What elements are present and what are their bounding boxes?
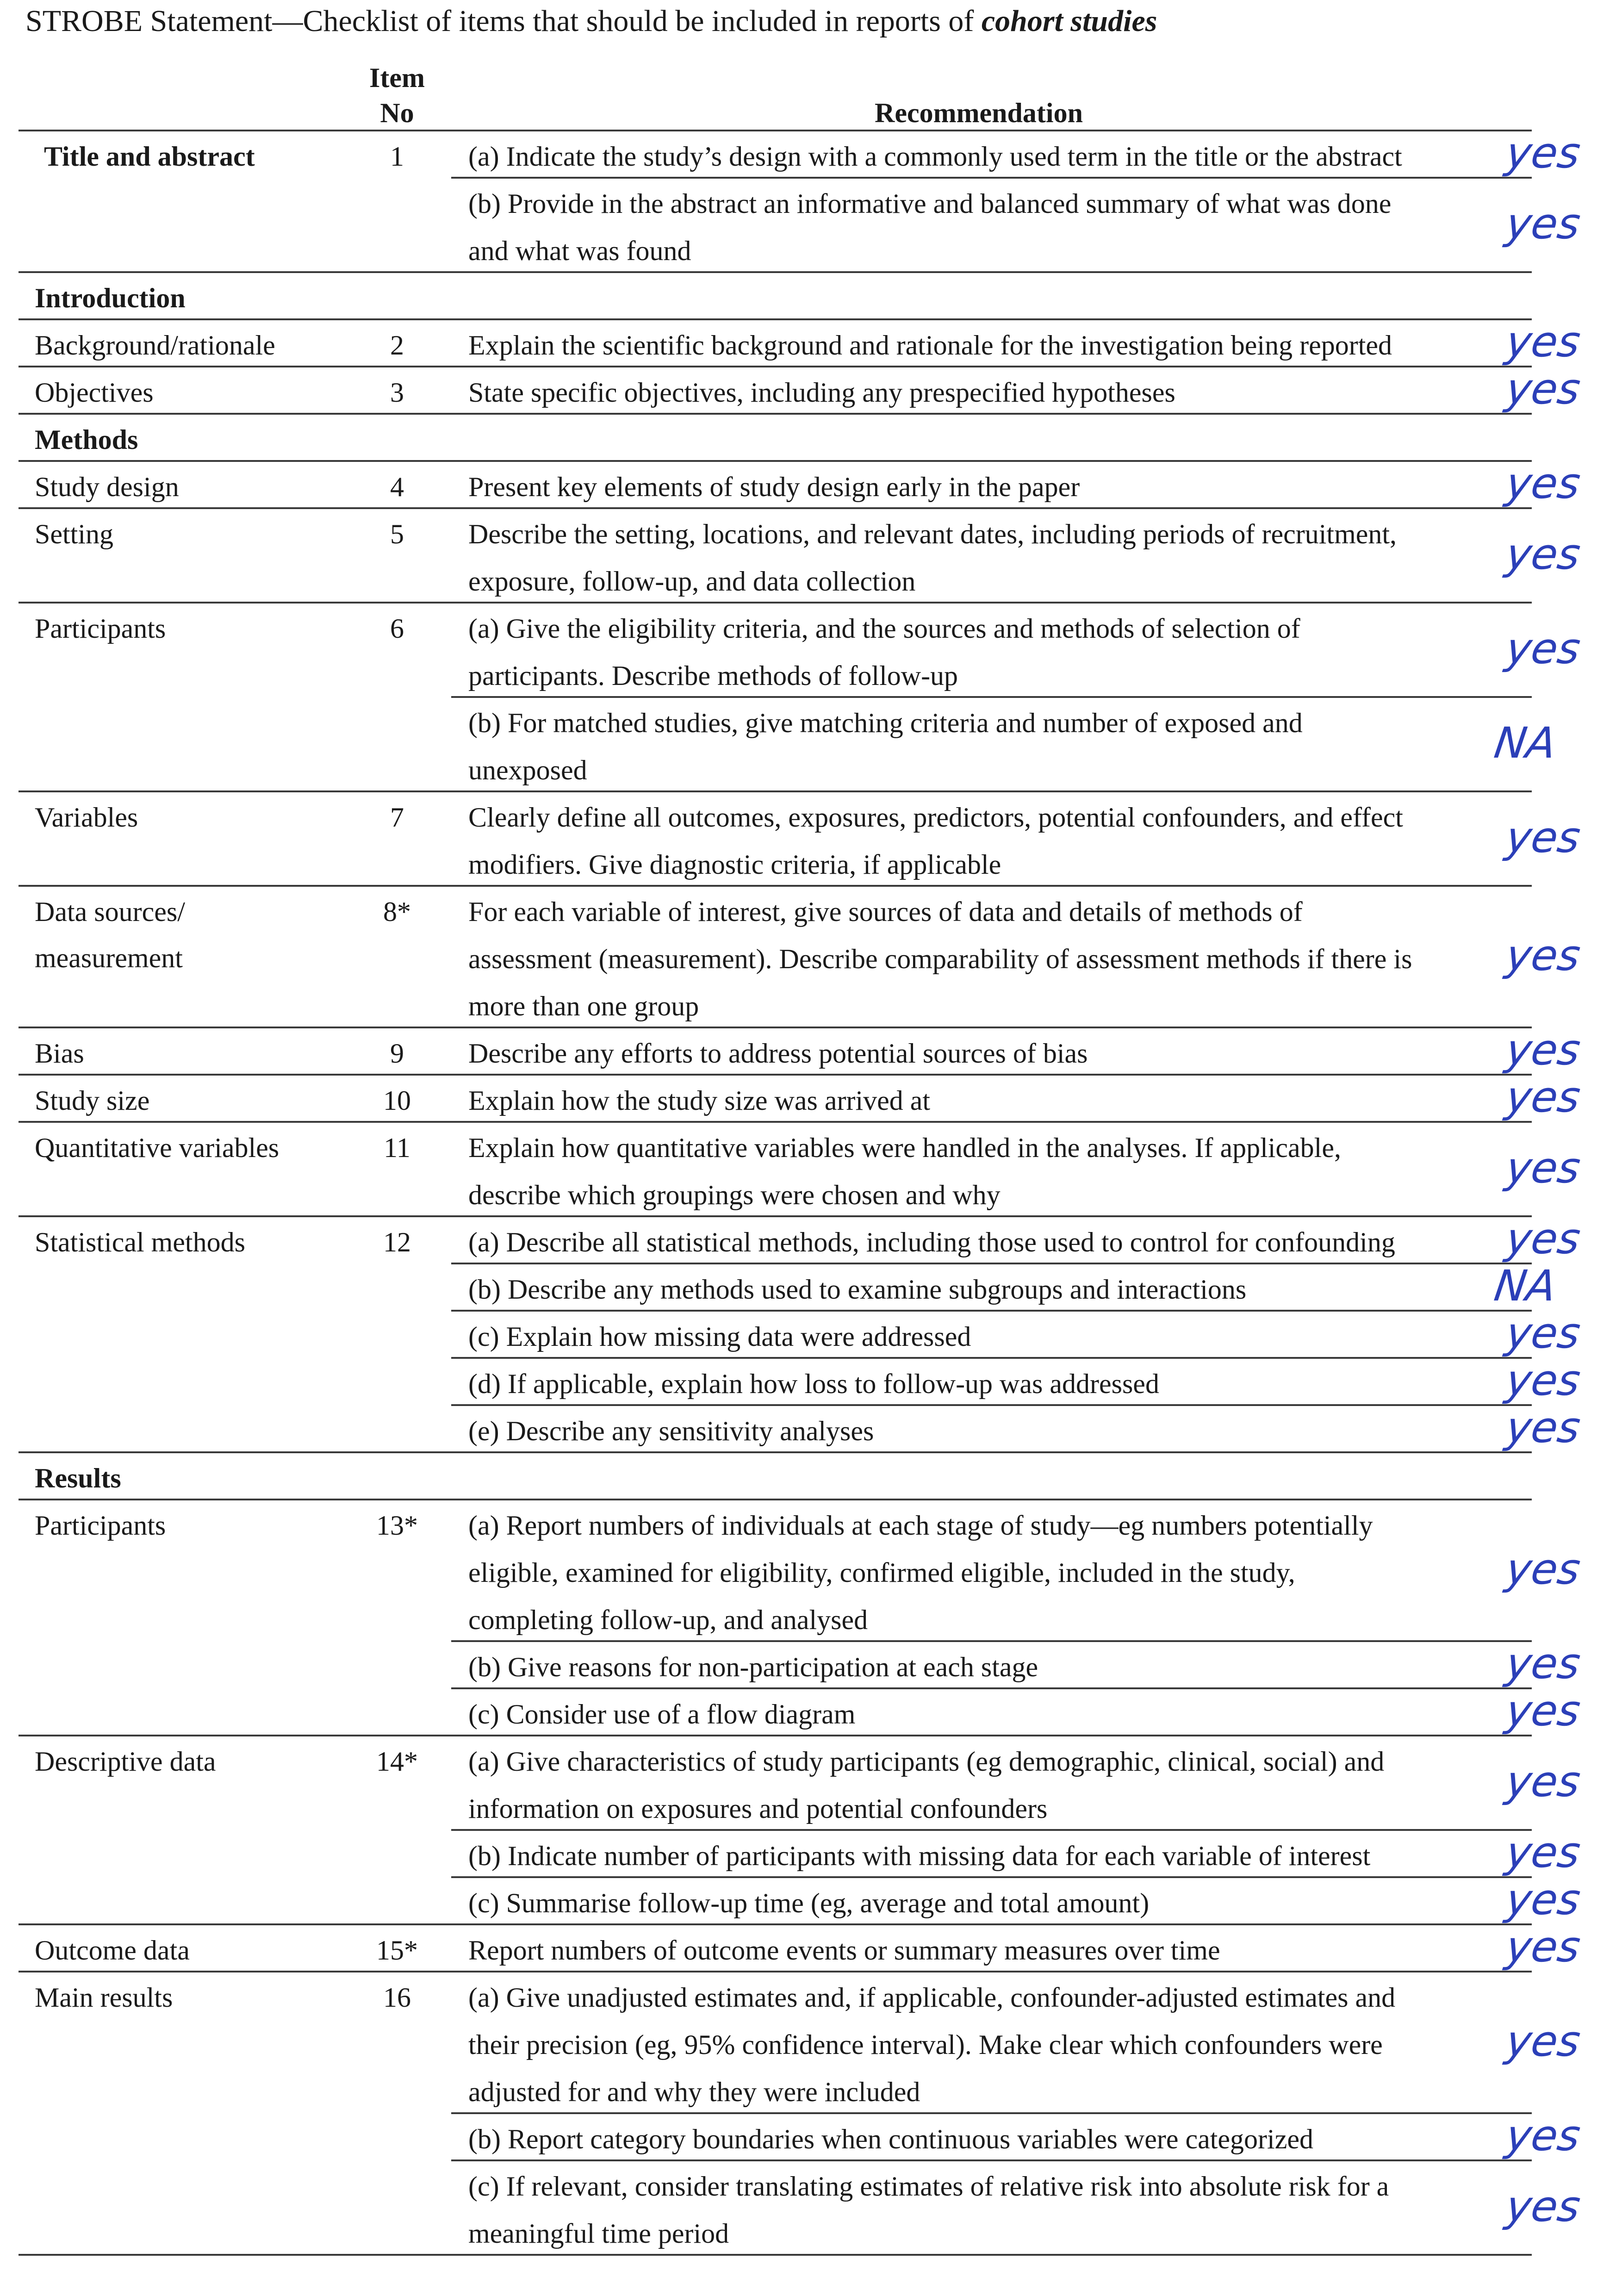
item-label: Bias (35, 1038, 84, 1069)
recommendation-text: Describe any efforts to address potential sources of bias (468, 1038, 1088, 1069)
handwritten-answer: yes (1503, 317, 1584, 367)
handwritten-answer: yes (1503, 2182, 1584, 2231)
recommendation-text: (c) If relevant, consider translating estimates of relative risk into absolute risk for a (468, 2171, 1389, 2202)
handwritten-answer: yes (1503, 1356, 1584, 1405)
item-number: 5 (390, 519, 404, 549)
recommendation-text: (c) Summarise follow-up time (eg, average and total amount) (468, 1888, 1150, 1918)
row-divider (19, 1215, 1532, 1217)
recommendation-text: (b) Give reasons for non-participation at each stage (468, 1652, 1038, 1682)
handwritten-answer: yes (1503, 1828, 1584, 1877)
row-divider (19, 1923, 1532, 1925)
item-label: Setting (35, 519, 114, 549)
recommendation-text: (a) Indicate the study’s design with a commonly used term in the title or the abstract (468, 141, 1402, 172)
recommendation-text: (a) Give unadjusted estimates and, if applicable, confounder-adjusted estimates and (468, 1982, 1396, 2013)
row-divider (19, 413, 1532, 415)
subitem-divider (451, 1640, 1532, 1642)
item-number: 4 (390, 472, 404, 502)
recommendation-text: (a) Describe all statistical methods, including those used to control for confounding (468, 1227, 1395, 1257)
title-emphasis: cohort studies (981, 4, 1157, 38)
handwritten-answer: yes (1503, 1922, 1584, 1972)
handwritten-answer: yes (1503, 931, 1584, 980)
item-number: 7 (390, 802, 404, 833)
item-label: Statistical methods (35, 1227, 245, 1257)
recommendation-text: State specific objectives, including any prespecified hypotheses (468, 377, 1175, 408)
handwritten-answer: yes (1503, 1143, 1584, 1193)
recommendation-text: and what was found (468, 236, 691, 266)
handwritten-answer: yes (1503, 459, 1584, 508)
recommendation-text: describe which groupings were chosen and why (468, 1180, 1001, 1210)
row-divider (19, 1971, 1532, 1972)
item-label: Outcome data (35, 1935, 190, 1966)
title-text: STROBE Statement—Checklist of items that should be included in reports of (25, 4, 982, 38)
handwritten-answer: yes (1503, 2016, 1584, 2066)
row-divider (19, 1121, 1532, 1123)
row-divider (19, 602, 1532, 604)
row-divider (19, 366, 1532, 367)
subitem-divider (451, 177, 1532, 179)
handwritten-answer: yes (1503, 199, 1584, 249)
item-number: 3 (390, 377, 404, 408)
item-label: Participants (35, 613, 166, 644)
subitem-divider (451, 2159, 1532, 2161)
recommendation-text: Explain how quantitative variables were handled in the analyses. If applicable, (468, 1132, 1341, 1163)
row-divider (19, 1027, 1532, 1028)
handwritten-answer: yes (1503, 364, 1584, 414)
item-number: 1 (390, 141, 404, 172)
handwritten-answer: yes (1503, 529, 1584, 579)
item-label: Main results (35, 1982, 173, 2013)
row-divider (19, 790, 1532, 792)
recommendation-text: (b) Indicate number of participants with missing data for each variable of interest (468, 1841, 1371, 1871)
recommendation-header: Recommendation (875, 98, 1083, 128)
handwritten-answer: NA (1491, 1261, 1560, 1311)
recommendation-text: (b) Report category boundaries when continuous variables were categorized (468, 2124, 1313, 2154)
recommendation-text: their precision (eg, 95% confidence interval). Make clear which confounders were (468, 2029, 1383, 2060)
recommendation-text: (b) Provide in the abstract an informative and balanced summary of what was done (468, 188, 1392, 219)
handwritten-answer: yes (1503, 624, 1584, 673)
item-number: 16 (383, 1982, 411, 2013)
item-number: 11 (384, 1132, 410, 1163)
recommendation-text: meaningful time period (468, 2218, 729, 2249)
item-label: Objectives (35, 377, 154, 408)
row-divider (19, 1499, 1532, 1500)
subitem-divider (451, 1687, 1532, 1689)
handwritten-answer: yes (1503, 1403, 1584, 1452)
recommendation-text: Present key elements of study design early in the paper (468, 472, 1080, 502)
recommendation-text: Clearly define all outcomes, exposures, predictors, potential confounders, and effect (468, 802, 1403, 833)
item-label: Variables (35, 802, 138, 833)
recommendation-text: modifiers. Give diagnostic criteria, if applicable (468, 849, 1001, 880)
recommendation-text: exposure, follow-up, and data collection (468, 566, 916, 597)
recommendation-text: (c) Explain how missing data were addressed (468, 1321, 971, 1352)
item-label: Title and abstract (44, 141, 255, 172)
recommendation-text: Explain how the study size was arrived at (468, 1085, 931, 1116)
item-number: 13* (376, 1510, 418, 1541)
row-divider (19, 1451, 1532, 1453)
item-label: Study size (35, 1085, 150, 1116)
recommendation-text: adjusted for and why they were included (468, 2077, 920, 2107)
recommendation-text: information on exposures and potential confounders (468, 1793, 1048, 1824)
recommendation-text: (c) Consider use of a flow diagram (468, 1699, 856, 1730)
row-divider (19, 318, 1532, 320)
item-number: 8* (383, 896, 411, 927)
item-label: Study design (35, 472, 179, 502)
recommendation-text: For each variable of interest, give sources of data and details of methods of (468, 896, 1303, 927)
item-number: 10 (383, 1085, 411, 1116)
item-label: Quantitative variables (35, 1132, 280, 1163)
row-divider (19, 1735, 1532, 1736)
recommendation-text: participants. Describe methods of follow-up (468, 660, 958, 691)
row-divider (19, 271, 1532, 273)
header-rule (19, 130, 1532, 131)
recommendation-text: (a) Give characteristics of study participants (eg demographic, clinical, social) and (468, 1746, 1385, 1777)
recommendation-text: (a) Report numbers of individuals at each stage of study—eg numbers potentially (468, 1510, 1373, 1541)
handwritten-answer: NA (1491, 718, 1560, 768)
subitem-divider (451, 1404, 1532, 1406)
recommendation-text: assessment (measurement). Describe comparability of assessment methods if there is (468, 944, 1412, 974)
row-divider (19, 2254, 1532, 2256)
recommendation-text: Report numbers of outcome events or summary measures over time (468, 1935, 1220, 1966)
item-number: 2 (390, 330, 404, 361)
row-divider (19, 507, 1532, 509)
item-number: 15* (376, 1935, 418, 1966)
recommendation-text: (a) Give the eligibility criteria, and the sources and methods of selection of (468, 613, 1300, 644)
recommendation-text: unexposed (468, 755, 587, 785)
subitem-divider (451, 1357, 1532, 1359)
recommendation-text: (b) For matched studies, give matching criteria and number of exposed and (468, 708, 1303, 738)
handwritten-answer: yes (1503, 1214, 1584, 1263)
item-number: 9 (390, 1038, 404, 1069)
recommendation-text: eligible, examined for eligibility, confirmed eligible, included in the study, (468, 1557, 1295, 1588)
subitem-divider (451, 1829, 1532, 1831)
recommendation-text: completing follow-up, and analysed (468, 1605, 868, 1635)
row-divider (19, 460, 1532, 462)
item-number: 12 (383, 1227, 411, 1257)
item-label: Participants (35, 1510, 166, 1541)
handwritten-answer: yes (1503, 1308, 1584, 1358)
section-heading: Results (35, 1463, 121, 1493)
item-label: Descriptive data (35, 1746, 216, 1777)
item-header-line2: No (380, 98, 414, 128)
subitem-divider (451, 2112, 1532, 2114)
handwritten-answer: yes (1503, 1544, 1584, 1594)
item-number: 14* (376, 1746, 418, 1777)
handwritten-answer: yes (1503, 1875, 1584, 1924)
subitem-divider (451, 1876, 1532, 1878)
handwritten-answer: yes (1503, 813, 1584, 862)
handwritten-answer: yes (1503, 1072, 1584, 1122)
item-number: 6 (390, 613, 404, 644)
recommendation-text: (e) Describe any sensitivity analyses (468, 1416, 874, 1446)
recommendation-text: (d) If applicable, explain how loss to follow-up was addressed (468, 1369, 1159, 1399)
item-no-header (360, 60, 434, 131)
subitem-divider (451, 1310, 1532, 1312)
handwritten-answer: yes (1503, 128, 1584, 178)
row-divider (19, 885, 1532, 887)
handwritten-answer: yes (1503, 1639, 1584, 1688)
recommendation-text: Explain the scientific background and rationale for the investigation being reported (468, 330, 1392, 361)
handwritten-answer: yes (1503, 1686, 1584, 1736)
recommendation-text: more than one group (468, 991, 699, 1021)
item-label: Data sources/ measurement (35, 896, 185, 973)
recommendation-text: Describe the setting, locations, and relevant dates, including periods of recruitment, (468, 519, 1397, 549)
section-heading: Introduction (35, 283, 186, 313)
item-label: Background/rationale (35, 330, 275, 361)
recommendation-text: (b) Describe any methods used to examine subgroups and interactions (468, 1274, 1247, 1305)
row-divider (19, 1074, 1532, 1076)
section-heading: Methods (35, 424, 138, 455)
subitem-divider (451, 1263, 1532, 1264)
handwritten-answer: yes (1503, 2111, 1584, 2160)
subitem-divider (451, 696, 1532, 698)
handwritten-answer: yes (1503, 1025, 1584, 1075)
handwritten-answer: yes (1503, 1757, 1584, 1806)
document-title (25, 4, 1157, 39)
item-header-line1: Item (369, 62, 425, 93)
